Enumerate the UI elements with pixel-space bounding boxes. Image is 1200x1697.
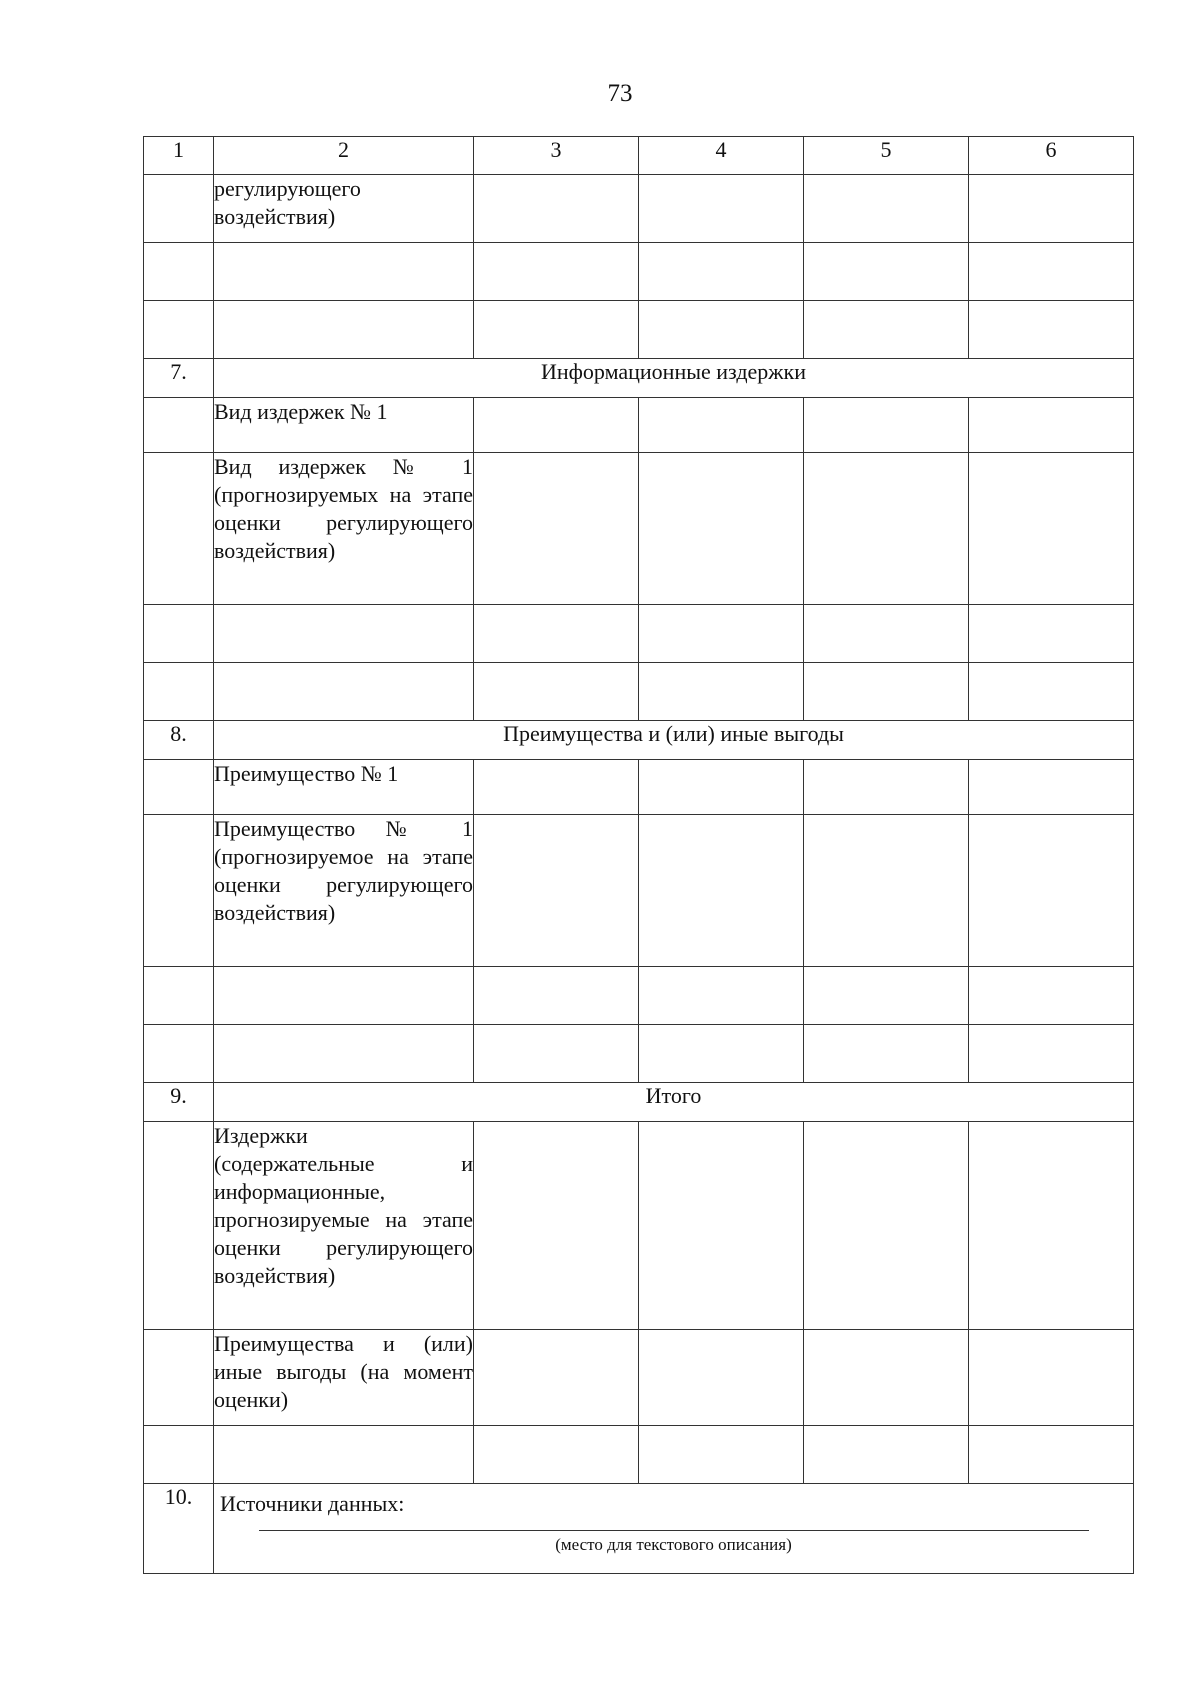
cell	[144, 663, 214, 721]
cell	[804, 815, 969, 967]
table-row	[144, 605, 1134, 663]
cell	[804, 1330, 969, 1426]
cell	[639, 1025, 804, 1083]
table-row	[144, 815, 1134, 967]
section-number: 10.	[144, 1484, 214, 1574]
cell	[804, 1426, 969, 1484]
form-table	[143, 136, 1134, 1574]
cell	[804, 301, 969, 359]
cell	[969, 398, 1134, 453]
cell	[969, 301, 1134, 359]
cell	[969, 605, 1134, 663]
table-row	[144, 663, 1134, 721]
table-row	[144, 1122, 1134, 1330]
section-row	[144, 1083, 1134, 1122]
cell	[214, 301, 474, 359]
column-header: 1	[144, 137, 214, 175]
table-row	[144, 175, 1134, 243]
cell	[639, 175, 804, 243]
cell	[969, 1122, 1134, 1330]
cell	[639, 453, 804, 605]
cell	[969, 175, 1134, 243]
table-row	[144, 301, 1134, 359]
cell	[804, 1025, 969, 1083]
column-header: 6	[969, 137, 1134, 175]
column-header: 5	[804, 137, 969, 175]
section-title: Преимущества и (или) иные выгоды	[214, 721, 1134, 760]
table-header-row	[144, 137, 1134, 175]
cell	[639, 398, 804, 453]
row-label: Преимущество № 1	[214, 760, 474, 815]
section-row	[144, 359, 1134, 398]
sources-line	[259, 1518, 1089, 1531]
cell	[144, 398, 214, 453]
table-row	[144, 243, 1134, 301]
sources-cell	[214, 1484, 1134, 1574]
cell	[144, 175, 214, 243]
cell	[214, 1025, 474, 1083]
cell	[969, 815, 1134, 967]
cell	[804, 243, 969, 301]
row-label: регулирующего воздействия)	[214, 175, 474, 243]
table-row	[144, 967, 1134, 1025]
cell	[214, 967, 474, 1025]
row-label: Преимущество № 1 (прогнозируемое на этапе оценки регулирующего воздействия)	[214, 815, 474, 967]
cell	[804, 398, 969, 453]
cell	[804, 967, 969, 1025]
section-title: Итого	[214, 1083, 1134, 1122]
cell	[214, 1426, 474, 1484]
cell	[474, 301, 639, 359]
cell	[474, 1122, 639, 1330]
cell	[144, 760, 214, 815]
cell	[804, 605, 969, 663]
cell	[804, 760, 969, 815]
cell	[474, 605, 639, 663]
cell	[639, 1426, 804, 1484]
cell	[639, 1330, 804, 1426]
cell	[639, 243, 804, 301]
cell	[144, 243, 214, 301]
cell	[969, 243, 1134, 301]
cell	[639, 1122, 804, 1330]
table-row	[144, 1426, 1134, 1484]
cell	[474, 663, 639, 721]
cell	[474, 1025, 639, 1083]
column-header: 2	[214, 137, 474, 175]
cell	[214, 605, 474, 663]
table-row	[144, 760, 1134, 815]
row-label: Вид издержек № 1 (прогнозируемых на этапе оценки регулирующего воздействия)	[214, 453, 474, 605]
cell	[639, 301, 804, 359]
row-label: Вид издержек № 1	[214, 398, 474, 453]
section-title: Информационные издержки	[214, 359, 1134, 398]
cell	[474, 1426, 639, 1484]
row-label: Издержки (содержательные и информационные, прогнозируемые на этапе оценки регулирующего воздействия)	[214, 1122, 474, 1330]
cell	[144, 301, 214, 359]
cell	[144, 1426, 214, 1484]
cell	[144, 1330, 214, 1426]
cell	[214, 243, 474, 301]
cell	[639, 605, 804, 663]
cell	[969, 453, 1134, 605]
cell	[474, 453, 639, 605]
cell	[804, 175, 969, 243]
cell	[144, 605, 214, 663]
table-row	[144, 453, 1134, 605]
table-row	[144, 1025, 1134, 1083]
column-header: 3	[474, 137, 639, 175]
section-number: 8.	[144, 721, 214, 760]
section-row	[144, 721, 1134, 760]
column-header: 4	[639, 137, 804, 175]
row-label: Преимущества и (или) иные выгоды (на момент оценки)	[214, 1330, 474, 1426]
page-number: 73	[607, 80, 633, 107]
sources-label: Источники данных:	[220, 1491, 405, 1516]
table-row	[144, 398, 1134, 453]
cell	[144, 815, 214, 967]
table-row	[144, 1330, 1134, 1426]
cell	[474, 760, 639, 815]
cell	[969, 1330, 1134, 1426]
section-number: 7.	[144, 359, 214, 398]
cell	[474, 243, 639, 301]
cell	[639, 967, 804, 1025]
section-row	[144, 1484, 1134, 1574]
section-number: 9.	[144, 1083, 214, 1122]
cell	[804, 663, 969, 721]
cell	[804, 1122, 969, 1330]
cell	[969, 1025, 1134, 1083]
cell	[969, 1426, 1134, 1484]
cell	[639, 760, 804, 815]
cell	[639, 663, 804, 721]
cell	[969, 760, 1134, 815]
cell	[144, 1122, 214, 1330]
cell	[474, 175, 639, 243]
cell	[214, 663, 474, 721]
cell	[144, 453, 214, 605]
cell	[639, 815, 804, 967]
cell	[474, 1330, 639, 1426]
cell	[969, 663, 1134, 721]
cell	[474, 398, 639, 453]
cell	[969, 967, 1134, 1025]
cell	[144, 1025, 214, 1083]
cell	[804, 453, 969, 605]
cell	[474, 815, 639, 967]
cell	[144, 967, 214, 1025]
sources-caption: (место для текстового описания)	[555, 1535, 792, 1554]
cell	[474, 967, 639, 1025]
